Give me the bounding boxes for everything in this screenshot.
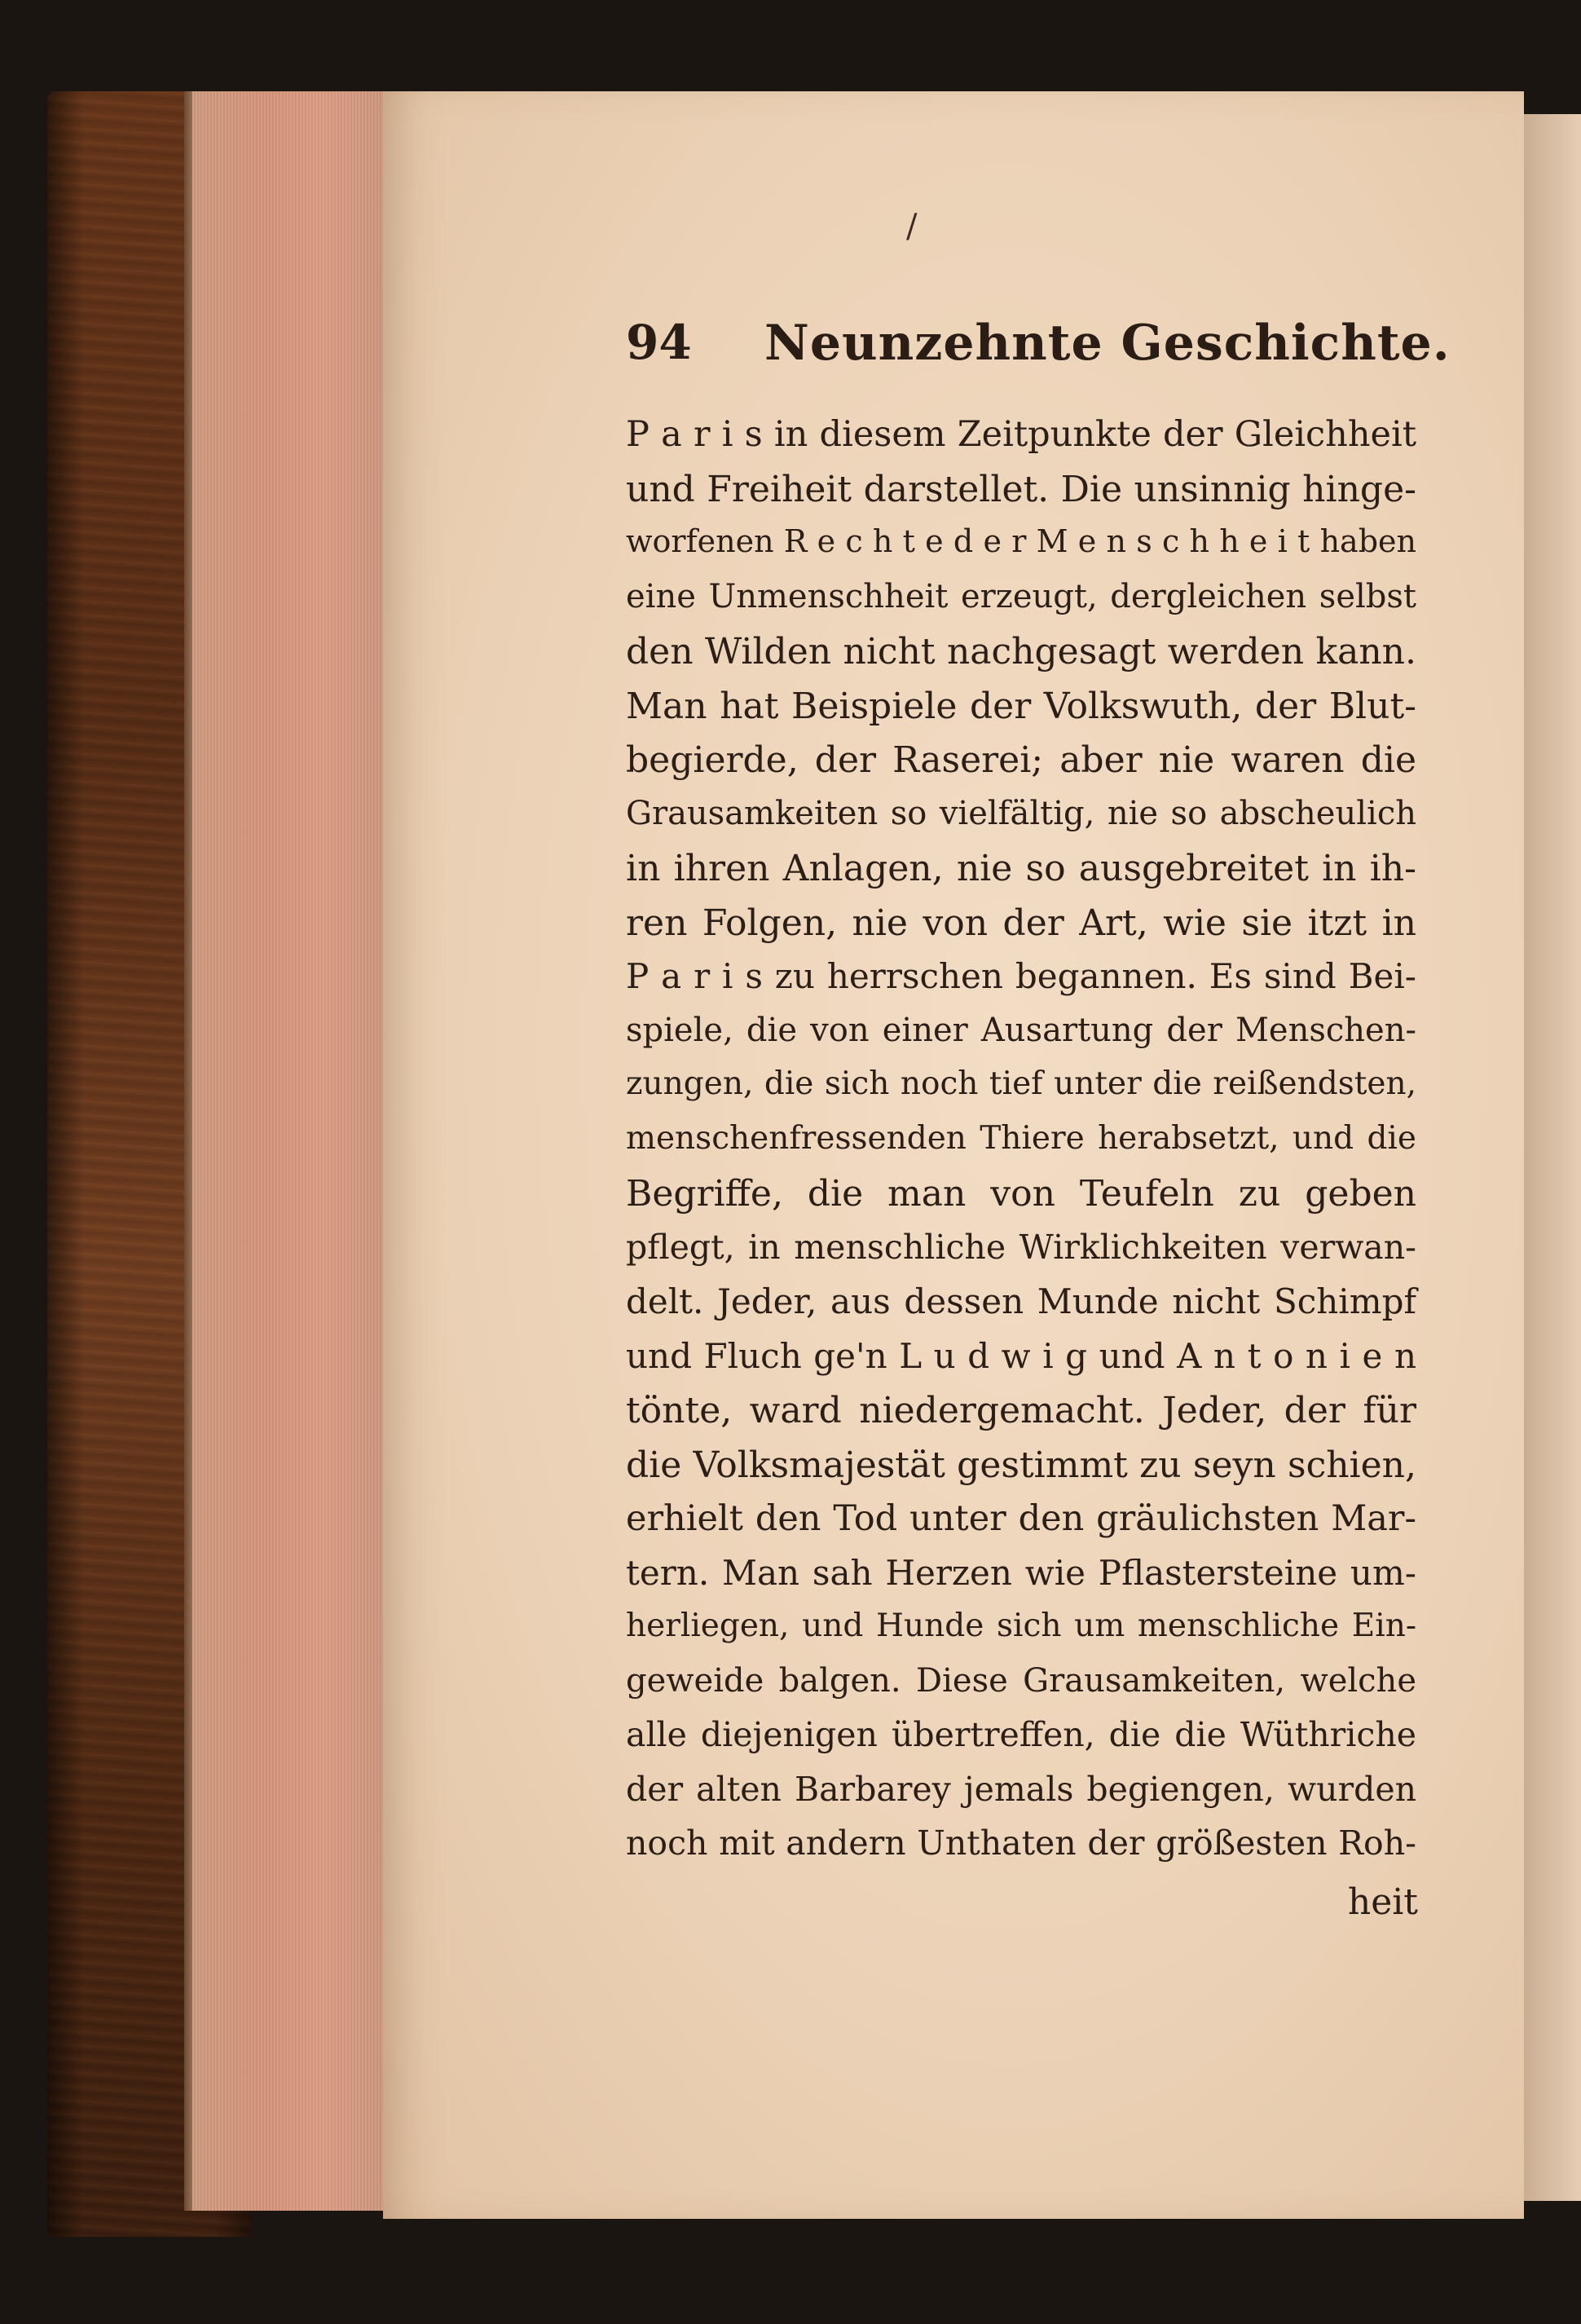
text-line: eine Unmenschheit erzeugt, dergleichen selbst (626, 577, 1416, 615)
text-line: begierde, der Raserei; aber nie waren die (626, 739, 1416, 781)
text-line: und Freiheit darstellet. Die unsinnig hinge- (626, 468, 1416, 510)
text-line: ren Folgen, nie von der Art, wie sie itzt in (626, 902, 1416, 944)
catchword: heit (1347, 1881, 1418, 1923)
text-line: den Wilden nicht nachgesagt werden kann. (626, 631, 1416, 673)
text-line: delt. Jeder, aus dessen Munde nicht Schimpf (626, 1281, 1416, 1321)
text-line: tern. Man sah Herzen wie Pflastersteine um- (626, 1552, 1416, 1593)
text-line: menschenfressenden Thiere herabsetzt, und die (626, 1119, 1416, 1157)
page-block-edge (192, 91, 409, 2211)
text-line: zungen, die sich noch tief unter die reißendsten, (626, 1065, 1416, 1102)
text-line: spiele, die von einer Ausartung der Menschen- (626, 1011, 1416, 1049)
text-line: herliegen, und Hunde sich um menschliche Ein- (626, 1607, 1416, 1644)
ink-mark: / (906, 208, 918, 245)
text-line: tönte, ward niedergemacht. Jeder, der für (626, 1390, 1416, 1431)
text-line: geweide balgen. Diese Grausamkeiten, welche (626, 1661, 1416, 1700)
text-line: Man hat Beispiele der Volkswuth, der Blut- (626, 685, 1416, 727)
page-header (0, 315, 1581, 388)
text-line: in ihren Anlagen, nie so ausgebreitet in ih- (626, 848, 1416, 889)
text-line: Begriffe, die man von Teufeln zu geben (626, 1173, 1416, 1215)
text-line: P a r i s in diesem Zeitpunkte der Gleichheit (626, 414, 1416, 455)
text-line: der alten Barbarey jemals begiengen, wurden (626, 1769, 1416, 1809)
text-line: erhielt den Tod unter den gräulichsten Mar- (626, 1498, 1416, 1539)
text-line: worfenen R e c h t e d e r M e n s c h h e i t haben (626, 523, 1416, 559)
text-line: Grausamkeiten so vielfältig, nie so abscheulich (626, 794, 1416, 832)
text-line: die Volksmajestät gestimmt zu seyn schien, (626, 1444, 1416, 1486)
text-line: P a r i s zu herrschen begannen. Es sind Bei- (626, 956, 1416, 996)
running-head: Neunzehnte Geschichte. (764, 315, 1451, 372)
text-line: noch mit andern Unthaten der größesten Roh- (626, 1823, 1416, 1863)
text-line: pflegt, in menschliche Wirklichkeiten verwan- (626, 1227, 1416, 1267)
page-number: 94 (626, 315, 692, 370)
text-line: und Fluch ge'n L u d w i g und A n t o n i e n (626, 1335, 1416, 1376)
text-line: alle diejenigen übertreffen, die die Wüthriche (626, 1715, 1416, 1754)
